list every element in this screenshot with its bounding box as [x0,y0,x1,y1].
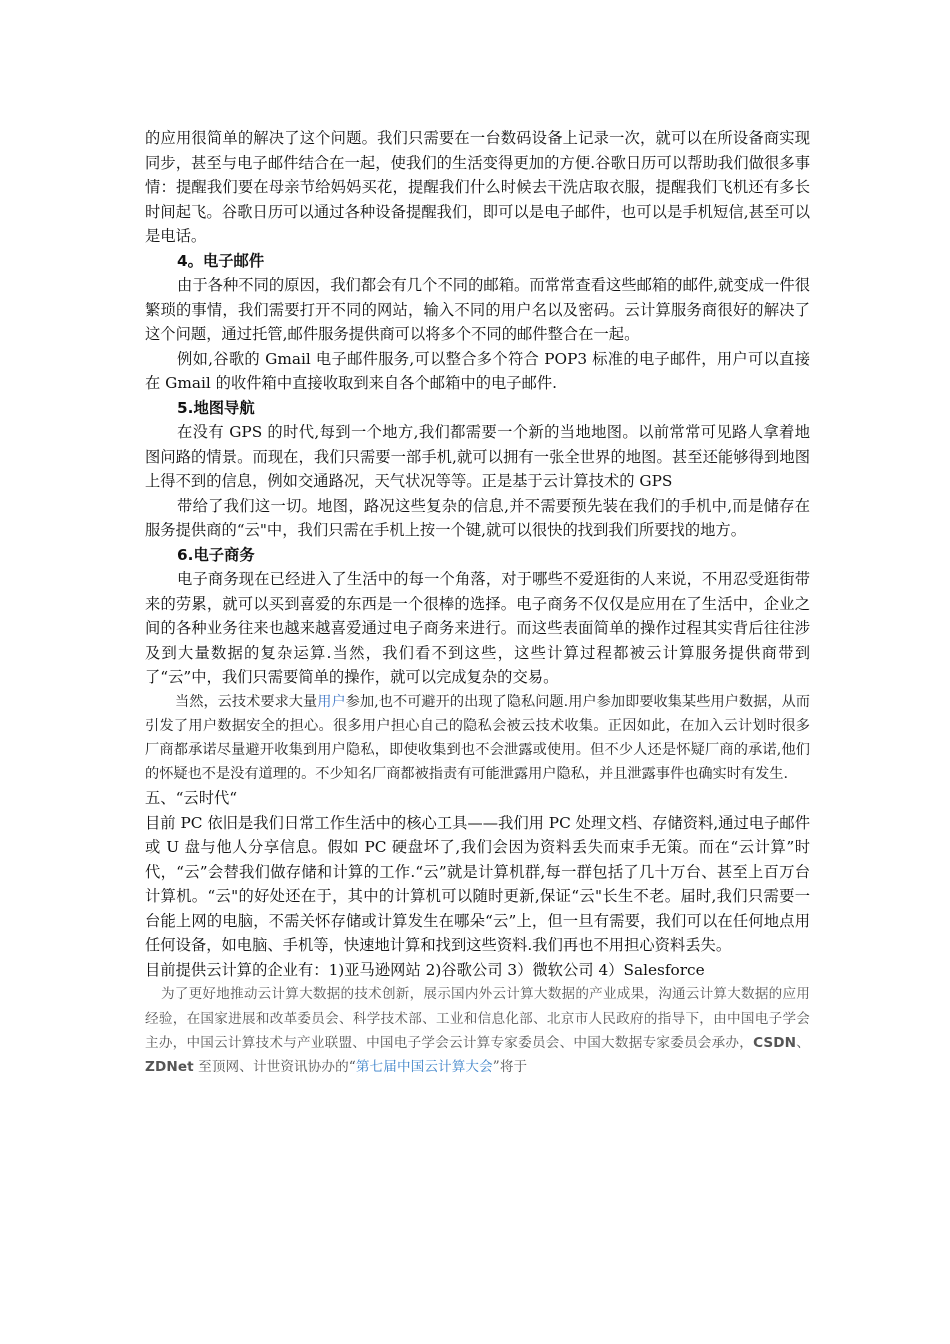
paragraph-map-2: 带给了我们这一切。地图，路况这些复杂的信息,并不需要预先装在我们的手机中,而是储存在服务提供商的“云"中，我们只需在手机上按一个键,就可以很快的找到我们所要找的地方。 [145,496,810,539]
document-body [145,126,810,1079]
zdnet-text: ZDNet [145,1058,194,1075]
conference-text-b: 至顶网、计世资讯协办的“ [193,1058,356,1075]
heading-email: 4。电子邮件 [177,251,265,270]
paragraph-conference [145,982,810,1079]
conference-link[interactable]: 第七届中国云计算大会 [355,1058,493,1075]
paragraph-map-1: 在没有 GPS 的时代,每到一个地方,我们都需要一个新的当地地图。以前常常可见路人拿着地图问路的情景。而现在，我们只需要一部手机,就可以拥有一张全世界的地图。甚至还能够得到地图上得不到的信息，例如交通路况，天气状况等等。正是基于云计算技术的 GPS [145,423,810,490]
paragraph-email-2: 例如,谷歌的 Gmail 电子邮件服务,可以整合多个符合 POP3 标准的电子邮件，用户可以直接在 Gmail 的收件箱中直接收取到来自各个邮箱中的电子邮件. [145,349,810,392]
csdn-text: CSDN [753,1034,797,1051]
paragraph-calendar: 的应用很简单的解决了这个问题。我们只需要在一台数码设备上记录一次，就可以在所设备商实现同步，甚至与电子邮件结合在一起，使我们的生活变得更加的方便.谷歌日历可以帮助我们做很多事情：提醒我们要在母亲节给妈妈买花，提醒我们什么时候去干洗店取衣服，提醒我们飞机还有多长时间起飞。谷歌日历可以通过各种设备提醒我们，即可以是电子邮件，也可以是手机短信,甚至可以是电话。 [145,129,810,245]
privacy-text-start: 当然，云技术要求大量 [175,693,318,710]
heading-ecommerce: 6.电子商务 [177,545,255,564]
heading-map-navigation: 5.地图导航 [177,398,255,417]
paragraph-privacy [145,690,810,787]
paragraph-cloud-era: 目前 PC 依旧是我们日常工作生活中的核心工具——我们用 PC 处理文档、存储资料,通过电子邮件或 U 盘与他人分享信息。假如 PC 硬盘坏了,我们会因为资料丢失而束手无策。而在“云计算”时代，“云”会替我们做存储和计算的工作.“云”就是计算机群,每一群包括了几十万台、甚至上百万台计算机。“云"的好处还在于，其中的计算机可以随时更新,保证“云"长生不老。届时,我们只需要一台能上网的电脑，不需关怀存储或计算发生在哪朵“云”上，但一旦有需要，我们可以在任何地点用任何设备，如电脑、手机等，快速地计算和找到这些资料.我们再也不用担心资料丢失。 [145,813,810,955]
paragraph-ecommerce: 电子商务现在已经进入了生活中的每一个角落，对于哪些不爱逛街的人来说，不用忍受逛街带来的劳累，就可以买到喜爱的东西是一个很棒的选择。电子商务不仅仅是应用在了生活中，企业之间的各种业务往来也越来越喜爱通过电子商务来进行。而这些表面简单的操作过程其实背后往往涉及到大量数据的复杂运算.当然，我们看不到这些，这些计算过程都被云计算服务提供商带到了“云”中，我们只需要简单的操作，就可以完成复杂的交易。 [145,570,810,686]
conference-separator: 、 [796,1034,810,1051]
conference-text-c: ”将于 [492,1058,528,1075]
privacy-text-end: 参加,也不可避开的出现了隐私问题.用户参加即要收集某些用户数据，从而引发了用户数据安全的担心。很多用户担心自己的隐私会被云技术收集。正因如此，在加入云计划时很多厂商都承诺尽量避开收集到用户隐私，即使收集到也不会泄露或使用。但不少人还是怀疑厂商的承诺,他们的怀疑也不是没有道理的。不少知名厂商都被指责有可能泄露用户隐私，并且泄露事件也确实时有发生. [145,693,810,783]
paragraph-cloud-providers: 目前提供云计算的企业有：1)亚马逊网站 2)谷歌公司 3）微软公司 4）Salesforce [145,960,705,979]
section-heading-cloud-era: 五、“云时代“ [145,789,238,808]
user-link[interactable]: 用户 [317,693,346,710]
paragraph-email-1: 由于各种不同的原因，我们都会有几个不同的邮箱。而常常查看这些邮箱的邮件,就变成一件很繁琐的事情，我们需要打开不同的网站，输入不同的用户名以及密码。云计算服务商很好的解决了这个问题，通过托管,邮件服务提供商可以将多个不同的邮件整合在一起。 [145,276,810,343]
conference-text-a: 为了更好地推动云计算大数据的技术创新，展示国内外云计算大数据的产业成果，沟通云计算大数据的应用经验，在国家进展和改革委员会、科学技术部、工业和信息化部、北京市人民政府的指导下，由中国电子学会主办，中国云计算技术与产业联盟、中国电子学会云计算专家委员会、中国大数据专家委员会承办， [145,986,810,1051]
